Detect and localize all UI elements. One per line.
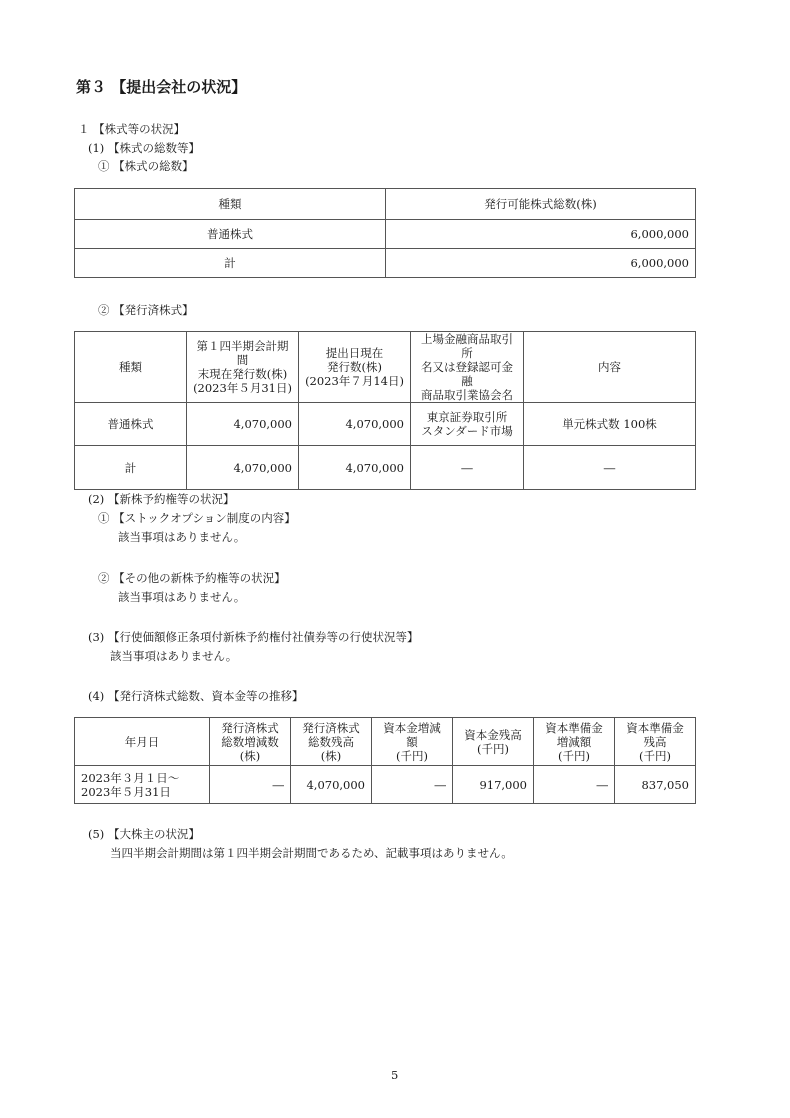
cell-value: 4,070,000 xyxy=(187,446,299,490)
cell-value: 917,000 xyxy=(453,766,534,804)
cell-line: 東京証券取引所 xyxy=(426,410,508,424)
table-header-row xyxy=(75,332,696,403)
table-header-row xyxy=(75,189,696,220)
header-line: 資本金増減額 xyxy=(383,720,441,749)
header-line: (千円) xyxy=(558,748,590,763)
header-line: 資本金残高 xyxy=(464,727,522,742)
cell-value: 4,070,000 xyxy=(299,403,411,446)
header-line: (2023年５月31日) xyxy=(193,381,292,395)
cell-value: ― xyxy=(372,766,453,804)
header-line: 商品取引業協会名 xyxy=(421,388,513,402)
subsection-stock-options: ① 【ストックオプション制度の内容】 xyxy=(98,511,296,525)
cell-type: 計 xyxy=(75,249,386,278)
table-row xyxy=(75,403,696,446)
cell-value: 6,000,000 xyxy=(386,249,696,278)
header-authorized-shares: 発行可能株式総数(株) xyxy=(386,189,696,220)
header-line: 発行数(株) xyxy=(327,360,382,374)
header-capital-change xyxy=(372,718,453,766)
subsection-issued-shares: ② 【発行済株式】 xyxy=(98,303,194,317)
major-shareholders-text: 当四半期会計期間は第１四半期会計期間であるため、記載事項はありません。 xyxy=(110,846,513,860)
page-number: 5 xyxy=(391,1068,399,1082)
cell-value: ― xyxy=(210,766,291,804)
header-date: 年月日 xyxy=(75,718,210,766)
cell-value: 4,070,000 xyxy=(291,766,372,804)
header-line: 総数残高 xyxy=(308,734,354,749)
header-line: (株) xyxy=(239,748,261,763)
section-heading-stock-status: １ 【株式等の状況】 xyxy=(78,122,186,136)
header-issued-q1 xyxy=(187,332,299,403)
cell-value: 4,070,000 xyxy=(299,446,411,490)
header-type: 種類 xyxy=(75,189,386,220)
cell-exchange: ― xyxy=(411,446,524,490)
header-line: 名又は登録認可金融 xyxy=(421,360,513,388)
cell-exchange xyxy=(411,403,524,446)
cell-line: 2023年５月31日 xyxy=(81,784,171,799)
subsection-exercise-status: (3) 【行使価額修正条項付新株予約権付社債券等の行使状況等】 xyxy=(88,630,419,644)
table-row xyxy=(75,766,696,804)
subsection-major-shareholders: (5) 【大株主の状況】 xyxy=(88,827,200,841)
table-row xyxy=(75,446,696,490)
cell-line: 2023年３月１日～ xyxy=(81,770,180,785)
cell-value: ― xyxy=(534,766,615,804)
header-line: (千円) xyxy=(396,748,428,763)
header-exchange xyxy=(411,332,524,403)
header-line: 提出日現在 xyxy=(325,346,384,360)
header-shares-change xyxy=(210,718,291,766)
cell-type: 普通株式 xyxy=(75,220,386,249)
table-row xyxy=(75,220,696,249)
issued-shares-table xyxy=(74,331,696,490)
other-warrants-text: 該当事項はありません。 xyxy=(118,590,246,604)
header-capital-balance xyxy=(453,718,534,766)
cell-date xyxy=(75,766,210,804)
header-line: 総数増減数 xyxy=(221,734,279,749)
header-line: 残高 xyxy=(643,734,667,749)
total-shares-table xyxy=(74,188,696,278)
header-line: 増減額 xyxy=(556,734,592,749)
header-reserve-change xyxy=(534,718,615,766)
header-issued-filing-date xyxy=(299,332,411,403)
header-line: 末現在発行数(株) xyxy=(197,367,288,381)
cell-value: 837,050 xyxy=(615,766,696,804)
stock-options-text: 該当事項はありません。 xyxy=(118,530,246,544)
header-line: (2023年７月14日) xyxy=(305,374,404,388)
header-type: 種類 xyxy=(75,332,187,403)
cell-type: 普通株式 xyxy=(75,403,187,446)
table-header-row xyxy=(75,718,696,766)
subsection-total-shares-count: ① 【株式の総数】 xyxy=(98,159,194,173)
header-line: 資本準備金 xyxy=(626,720,684,735)
table-row xyxy=(75,249,696,278)
header-line: 上場金融商品取引所 xyxy=(421,332,513,360)
cell-details: ― xyxy=(524,446,696,490)
header-line: (千円) xyxy=(639,748,671,763)
cell-type: 計 xyxy=(75,446,187,490)
subsection-other-warrants: ② 【その他の新株予約権等の状況】 xyxy=(98,571,286,585)
cell-value: 4,070,000 xyxy=(187,403,299,446)
header-reserve-balance xyxy=(615,718,696,766)
header-line: (株) xyxy=(320,748,342,763)
header-line: (千円) xyxy=(477,741,509,756)
header-line: 資本準備金 xyxy=(545,720,603,735)
page-title: 第３ 【提出会社の状況】 xyxy=(76,78,247,96)
subsection-warrants: (2) 【新株予約権等の状況】 xyxy=(88,492,235,506)
cell-value: 6,000,000 xyxy=(386,220,696,249)
subsection-capital-changes: (4) 【発行済株式総数、資本金等の推移】 xyxy=(88,689,304,703)
cell-line: スタンダード市場 xyxy=(421,424,513,438)
capital-changes-table xyxy=(74,717,696,804)
header-line: 第１四半期会計期間 xyxy=(196,339,289,367)
subsection-total-shares: (1) 【株式の総数等】 xyxy=(88,141,200,155)
header-shares-balance xyxy=(291,718,372,766)
header-line: 発行済株式 xyxy=(302,720,360,735)
cell-details: 単元株式数 100株 xyxy=(524,403,696,446)
header-details: 内容 xyxy=(524,332,696,403)
exercise-status-text: 該当事項はありません。 xyxy=(110,649,238,663)
header-line: 発行済株式 xyxy=(221,720,279,735)
